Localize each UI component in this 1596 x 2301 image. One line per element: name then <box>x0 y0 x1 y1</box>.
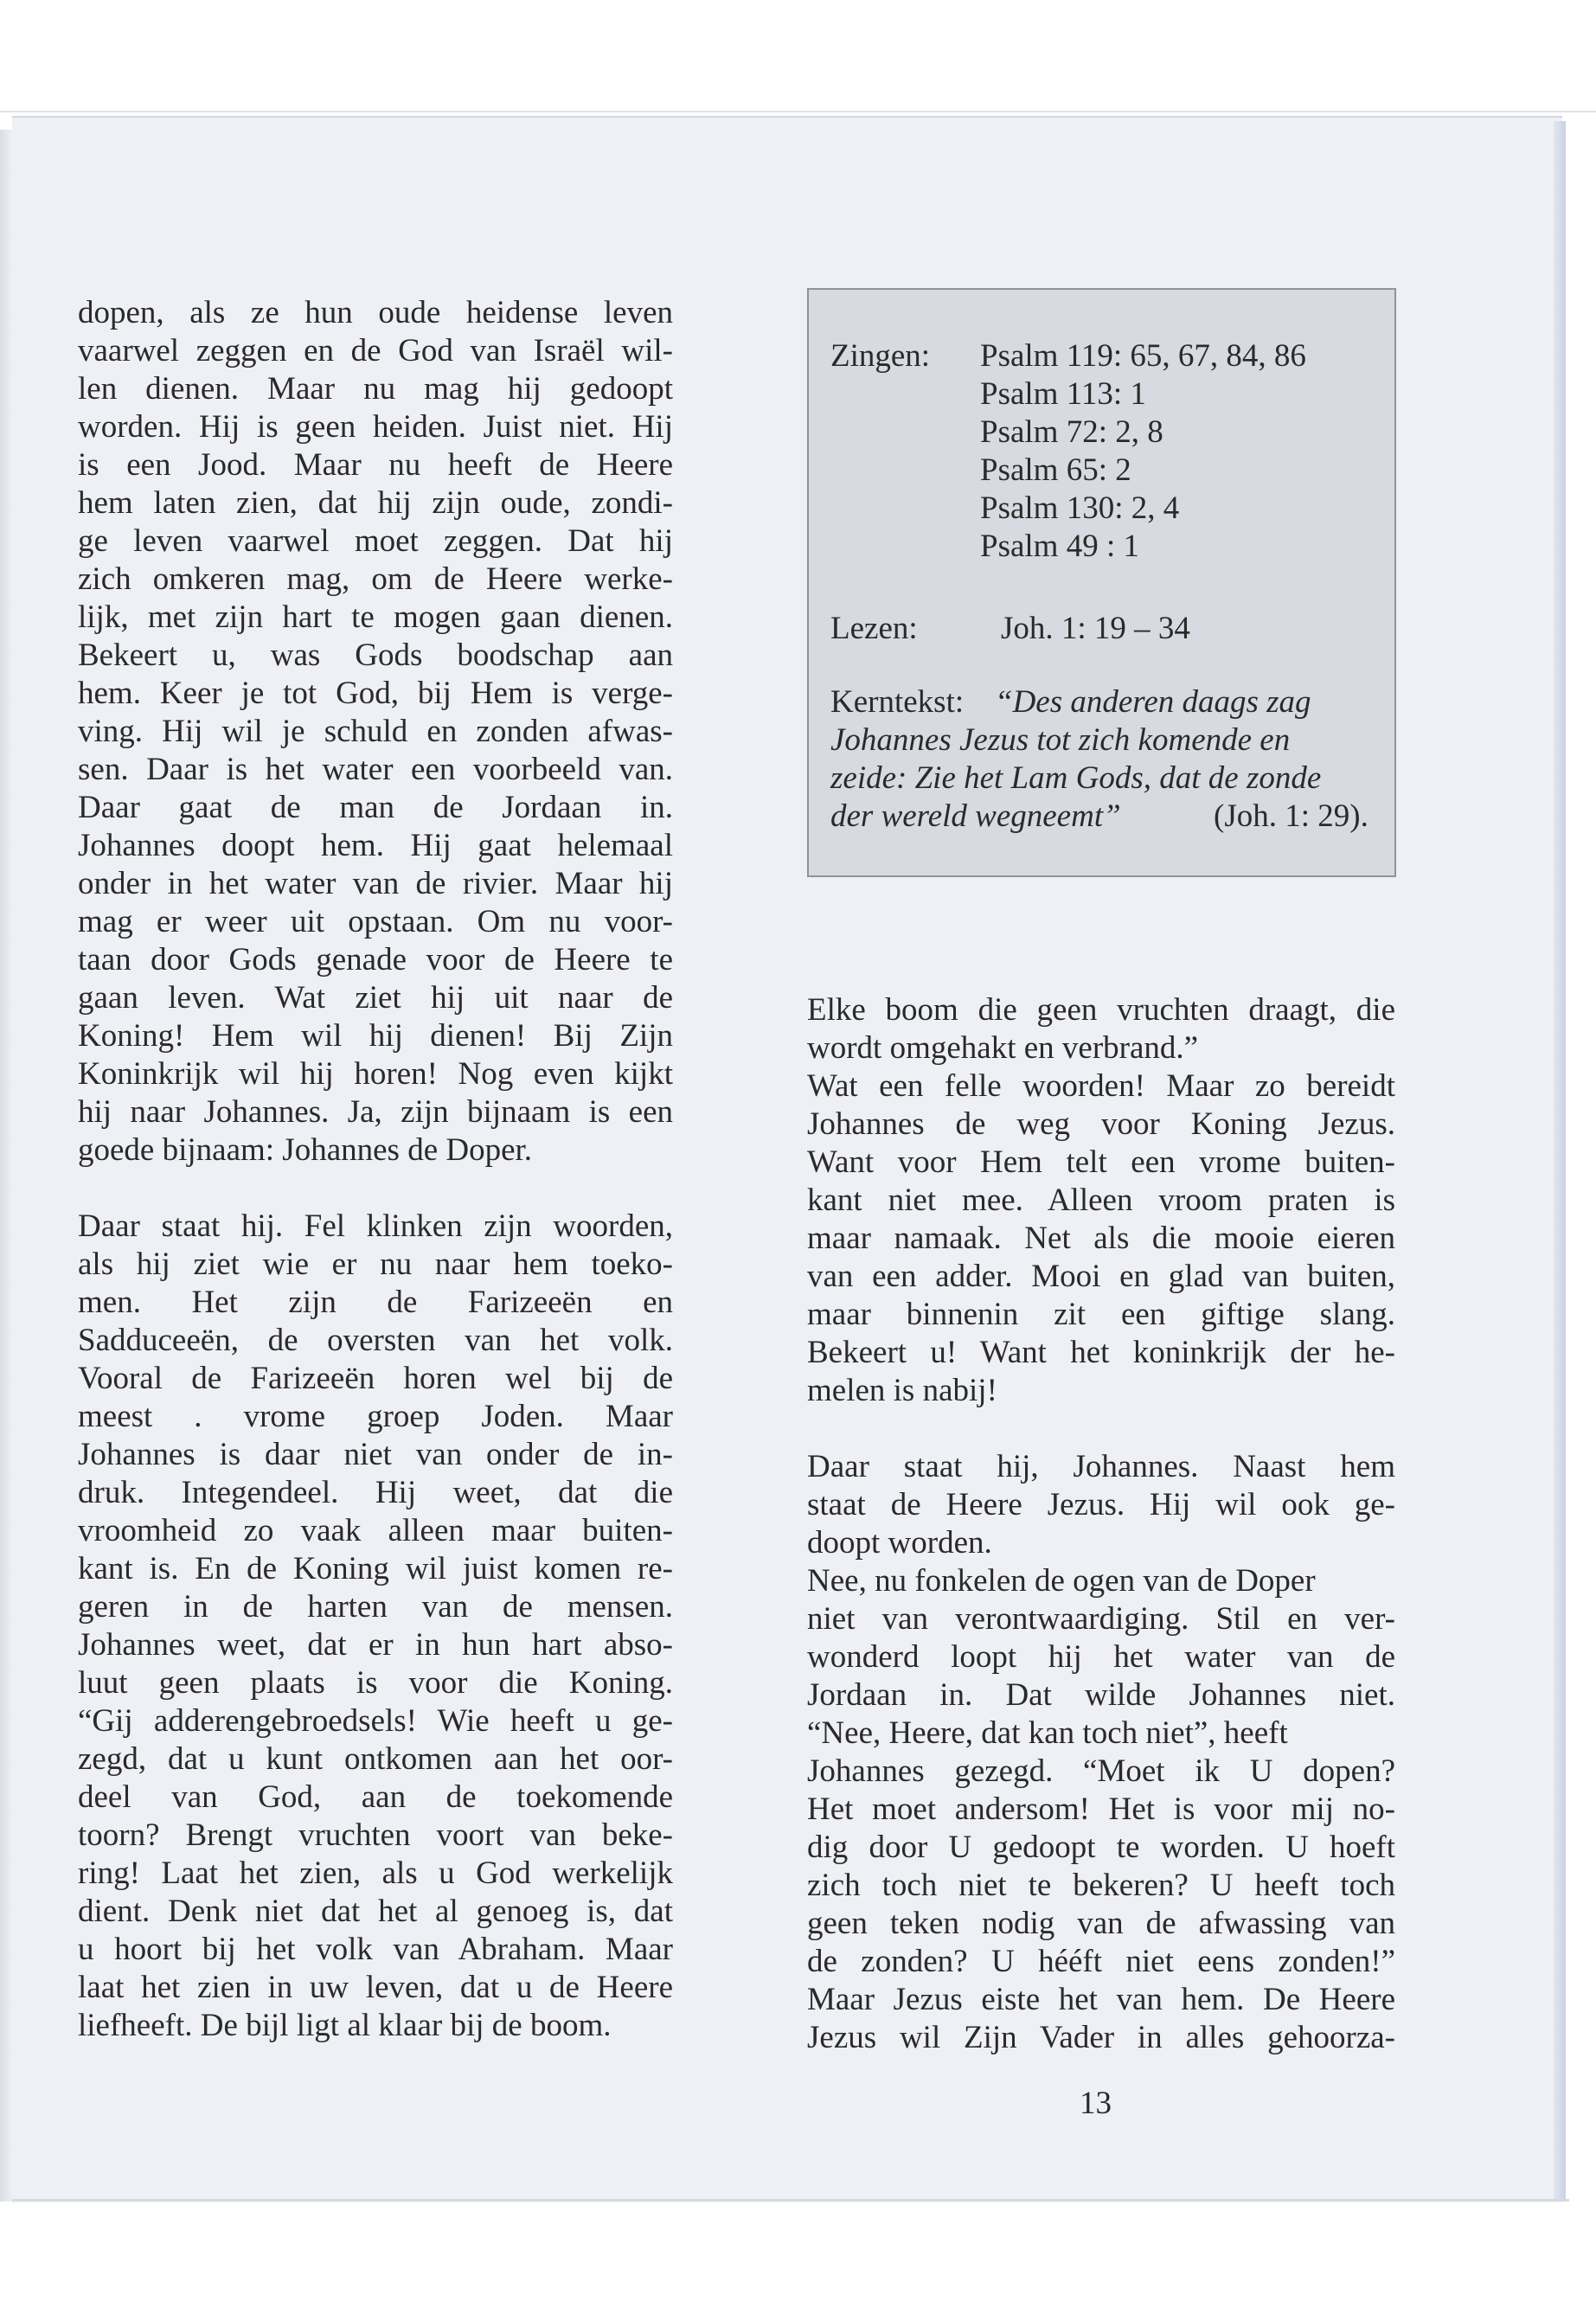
text-line: geen teken nodig van de afwassing van <box>807 1906 1395 1941</box>
text-line: wonderd loopt hij het water van de <box>807 1639 1395 1675</box>
text-line: wordt omgehakt en verbrand.” <box>807 1030 1199 1066</box>
text-line: men. Het zijn de Farizeeën en <box>78 1285 673 1320</box>
text-line: Johannes gezegd. “Moet ik U dopen? <box>807 1753 1395 1789</box>
text-line: toorn? Brengt vruchten voort van beke- <box>78 1817 673 1853</box>
text-line: doopt worden. <box>807 1525 992 1561</box>
kerntekst-line: zeide: Zie het Lam Gods, dat de zonde <box>830 760 1322 796</box>
text-line: hem laten zien, dat hij zijn oude, zondi- <box>78 485 673 521</box>
text-line: dig door U gedoopt te worden. U hoeft <box>807 1830 1395 1865</box>
text-line: Bekeert u, was Gods boodschap aan <box>78 638 673 673</box>
text-line: vroomheid zo vaak alleen maar buiten- <box>78 1513 673 1548</box>
reading-info-box <box>807 288 1396 877</box>
psalm-line: Psalm 119: 65, 67, 84, 86 <box>980 338 1306 374</box>
left-column <box>78 294 673 2045</box>
text-line: dient. Denk niet dat het al genoeg is, dat <box>78 1894 673 1929</box>
text-line: Daar staat hij, Johannes. Naast hem <box>807 1449 1395 1484</box>
text-line: goede bijnaam: Johannes de Doper. <box>78 1132 533 1168</box>
psalm-line: Psalm 72: 2, 8 <box>980 414 1163 450</box>
kerntekst-label: Kerntekst: <box>830 684 965 720</box>
text-line: Bekeert u! Want het koninkrijk der he- <box>807 1335 1395 1370</box>
text-line: zich toch niet te bekeren? U heeft toch <box>807 1868 1395 1903</box>
text-line: ring! Laat het zien, als u God werkelijk <box>78 1856 673 1891</box>
kerntekst-line: Johannes Jezus tot zich komende en <box>830 722 1291 758</box>
text-line: lijk, met zijn hart te mogen gaan dienen. <box>78 599 673 635</box>
text-line: vaarwel zeggen en de God van Israël wil- <box>78 333 673 369</box>
psalm-line: Psalm 130: 2, 4 <box>980 490 1180 526</box>
psalm-line: Psalm 113: 1 <box>980 376 1146 412</box>
text-line: luut geen plaats is voor die Koning. <box>78 1665 673 1701</box>
text-line: Sadduceeën, de oversten van het volk. <box>78 1323 673 1358</box>
text-line: zegd, dat u kunt ontkomen aan het oor- <box>78 1741 673 1777</box>
text-line: kant niet mee. Alleen vroom praten is <box>807 1183 1395 1218</box>
text-line: de zonden? U hééft niet eens zonden!” <box>807 1944 1395 1979</box>
text-line: liefheeft. De bijl ligt al klaar bij de boom. <box>78 2008 612 2043</box>
text-line: meest . vrome groep Joden. Maar <box>78 1399 673 1434</box>
text-line: Johannes doopt hem. Hij gaat helemaal <box>78 828 673 863</box>
text-line: maar namaak. Net als die mooie eieren <box>807 1221 1395 1256</box>
text-line: Koning! Hem wil hij dienen! Bij Zijn <box>78 1018 673 1054</box>
lezen-label: Lezen: <box>830 611 918 646</box>
text-line: niet van verontwaardiging. Stil en ver- <box>807 1601 1395 1637</box>
text-line: Johannes de weg voor Koning Jezus. <box>807 1106 1395 1142</box>
text-line: hem. Keer je tot God, bij Hem is verge- <box>78 676 673 711</box>
kerntekst-reference: (Joh. 1: 29). <box>1214 798 1368 834</box>
text-line: Daar gaat de man de Jordaan in. <box>78 790 673 825</box>
text-line: Johannes weet, dat er in hun hart abso- <box>78 1627 673 1663</box>
text-line: kant is. En de Koning wil juist komen re- <box>78 1551 673 1586</box>
paragraph-gap <box>78 1170 673 1208</box>
text-line: Vooral de Farizeeën horen wel bij de <box>78 1361 673 1396</box>
text-line: geren in de harten van de mensen. <box>78 1589 673 1625</box>
text-line: Jordaan in. Dat wilde Johannes niet. <box>807 1677 1395 1713</box>
text-line: ge leven vaarwel moet zeggen. Dat hij <box>78 523 673 559</box>
text-line: Nee, nu fonkelen de ogen van de Doper <box>807 1563 1316 1599</box>
scan-left-edge <box>0 130 12 2202</box>
text-line: onder in het water van de rivier. Maar hij <box>78 866 673 901</box>
text-line: “Gij adderengebroedsels! Wie heeft u ge- <box>78 1703 673 1739</box>
text-line: worden. Hij is geen heiden. Juist niet. Hij <box>78 409 673 445</box>
lezen-value: Joh. 1: 19 – 34 <box>1001 611 1190 646</box>
text-line: Koninkrijk wil hij horen! Nog even kijkt <box>78 1056 673 1092</box>
kerntekst-line: “Des anderen daags zag <box>995 684 1311 720</box>
text-line: hij naar Johannes. Ja, zijn bijnaam is een <box>78 1094 673 1130</box>
text-line: als hij ziet wie er nu naar hem toeko- <box>78 1247 673 1282</box>
scan-bottom-rule <box>12 2199 1569 2202</box>
text-line: u hoort bij het volk van Abraham. Maar <box>78 1932 673 1967</box>
text-line: “Nee, Heere, dat kan toch niet”, heeft <box>807 1715 1288 1751</box>
text-line: mag er weer uit opstaan. Om nu voor- <box>78 904 673 939</box>
text-line: dopen, als ze hun oude heidense leven <box>78 295 673 330</box>
scan-top-rule <box>0 111 1596 112</box>
text-line: Wat een felle woorden! Maar zo bereidt <box>807 1068 1395 1104</box>
text-line: maar binnenin zit een giftige slang. <box>807 1297 1395 1332</box>
text-line: laat het zien in uw leven, dat u de Heere <box>78 1970 673 2005</box>
text-line: melen is nabij! <box>807 1373 997 1408</box>
text-line: len dienen. Maar nu mag hij gedoopt <box>78 371 673 407</box>
right-column <box>807 991 1395 2057</box>
text-line: deel van God, aan de toekomende <box>78 1779 673 1815</box>
scan-right-edge <box>1554 121 1566 2202</box>
text-line: taan door Gods genade voor de Heere te <box>78 942 673 977</box>
text-line: Elke boom die geen vruchten draagt, die <box>807 992 1395 1028</box>
psalm-line: Psalm 49 : 1 <box>980 529 1139 564</box>
text-line: Johannes is daar niet van onder de in- <box>78 1437 673 1472</box>
psalm-line: Psalm 65: 2 <box>980 452 1131 488</box>
text-line: staat de Heere Jezus. Hij wil ook ge- <box>807 1487 1395 1522</box>
text-line: Daar staat hij. Fel klinken zijn woorden, <box>78 1208 673 1244</box>
text-line: Het moet andersom! Het is voor mij no- <box>807 1791 1395 1827</box>
text-line: Want voor Hem telt een vrome buiten- <box>807 1144 1395 1180</box>
kerntekst-line: der wereld wegneemt” <box>830 798 1121 834</box>
text-line: sen. Daar is het water een voorbeeld van. <box>78 752 673 787</box>
text-line: is een Jood. Maar nu heeft de Heere <box>78 447 673 483</box>
page-number: 13 <box>1080 2086 1112 2121</box>
text-line: Jezus wil Zijn Vader in alles gehoorza- <box>807 2020 1395 2055</box>
paragraph-gap <box>807 1410 1395 1448</box>
text-line: ving. Hij wil je schuld en zonden afwas- <box>78 714 673 749</box>
text-line: zich omkeren mag, om de Heere werke- <box>78 561 673 597</box>
text-line: gaan leven. Wat ziet hij uit naar de <box>78 980 673 1016</box>
zingen-label: Zingen: <box>830 338 931 374</box>
text-line: druk. Integendeel. Hij weet, dat die <box>78 1475 673 1510</box>
text-line: van een adder. Mooi en glad van buiten, <box>807 1259 1395 1294</box>
text-line: Maar Jezus eiste het van hem. De Heere <box>807 1982 1395 2017</box>
